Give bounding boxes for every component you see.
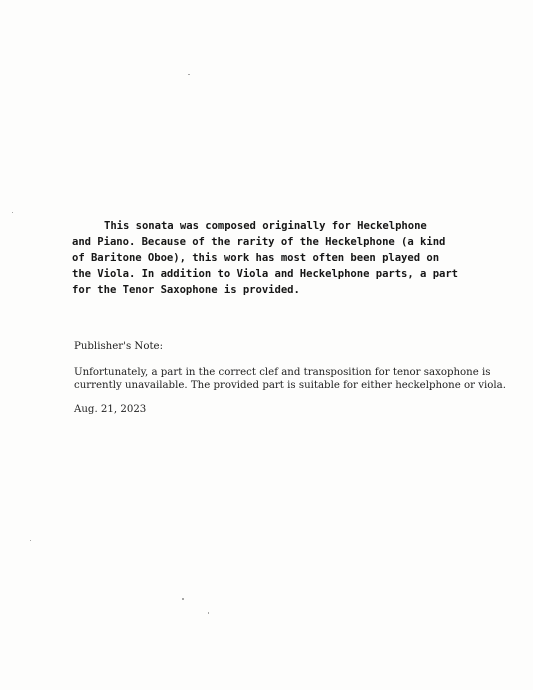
publisher-note-date: Aug. 21, 2023 bbox=[74, 404, 147, 415]
scan-speck bbox=[188, 74, 190, 75]
scan-speck bbox=[12, 212, 13, 213]
intro-line-5: for the Tenor Saxophone is provided. bbox=[72, 284, 300, 296]
scan-speck bbox=[30, 540, 31, 541]
publisher-note-line-2: currently unavailable. The provided part is suitable for either heckelphone or viola. bbox=[74, 380, 506, 391]
intro-line-4: the Viola. In addition to Viola and Heckelphone parts, a part bbox=[72, 268, 459, 280]
intro-line-3: of Baritone Oboe), this work has most often been played on bbox=[72, 252, 440, 264]
scan-speck bbox=[208, 612, 209, 614]
scan-speck bbox=[182, 598, 184, 600]
intro-line-1: This sonata was composed originally for Heckelphone bbox=[104, 220, 427, 232]
publisher-note-heading: Publisher's Note: bbox=[74, 341, 164, 352]
publisher-note-line-1: Unfortunately, a part in the correct clef and transposition for tenor saxophone is bbox=[74, 367, 491, 378]
intro-line-2: and Piano. Because of the rarity of the Heckelphone (a kind bbox=[72, 236, 446, 248]
